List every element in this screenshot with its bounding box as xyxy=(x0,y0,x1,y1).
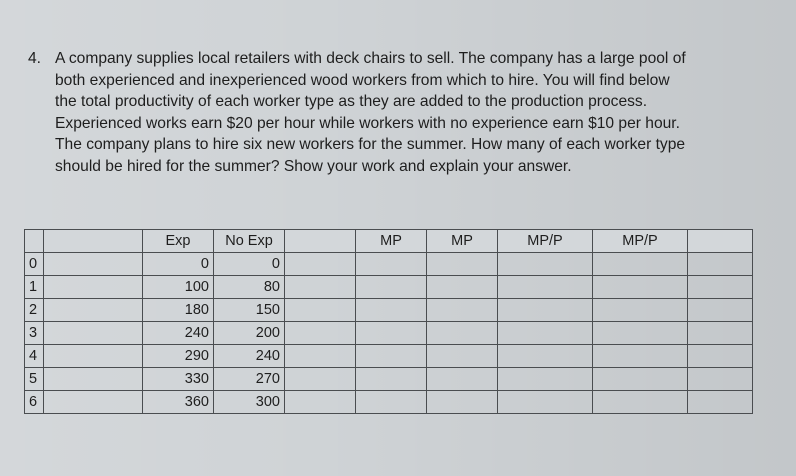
no-exp-output-cell: 80 xyxy=(214,276,285,299)
header-mp-per-price-exp: MP/P xyxy=(498,230,593,253)
mp-per-price-exp-cell xyxy=(498,276,593,299)
productivity-table xyxy=(24,229,753,414)
blank-cell xyxy=(285,345,356,368)
question-line: the total productivity of each worker type as they are added to the production process. xyxy=(55,93,648,111)
blank-cell xyxy=(44,391,143,414)
exp-output-cell: 0 xyxy=(143,253,214,276)
mp-per-price-no-exp-cell xyxy=(593,299,688,322)
header-cell xyxy=(25,230,44,253)
worker-count-cell: 2 xyxy=(25,299,44,322)
blank-cell xyxy=(688,368,753,391)
exp-output-cell: 180 xyxy=(143,299,214,322)
worker-count-cell: 4 xyxy=(25,345,44,368)
worker-count-cell: 5 xyxy=(25,368,44,391)
table-row xyxy=(25,322,753,345)
no-exp-output-cell: 240 xyxy=(214,345,285,368)
no-exp-output-cell: 0 xyxy=(214,253,285,276)
blank-cell xyxy=(44,322,143,345)
mp-per-price-no-exp-cell xyxy=(593,276,688,299)
no-exp-output-cell: 300 xyxy=(214,391,285,414)
worker-count-cell: 3 xyxy=(25,322,44,345)
mp-exp-cell xyxy=(356,299,427,322)
mp-no-exp-cell xyxy=(427,391,498,414)
blank-cell xyxy=(285,391,356,414)
blank-cell xyxy=(285,276,356,299)
header-no-exp: No Exp xyxy=(214,230,285,253)
mp-per-price-exp-cell xyxy=(498,253,593,276)
mp-per-price-no-exp-cell xyxy=(593,322,688,345)
blank-cell xyxy=(44,253,143,276)
mp-per-price-no-exp-cell xyxy=(593,253,688,276)
mp-per-price-no-exp-cell xyxy=(593,391,688,414)
question-line: A company supplies local retailers with deck chairs to sell. The company has a large pool of xyxy=(55,50,686,67)
exp-output-cell: 290 xyxy=(143,345,214,368)
blank-cell xyxy=(44,276,143,299)
exp-output-cell: 360 xyxy=(143,391,214,414)
question-number: 4. xyxy=(28,50,42,67)
table-row xyxy=(25,345,753,368)
table-header-row xyxy=(25,230,753,253)
exp-output-cell: 330 xyxy=(143,368,214,391)
header-mp-per-price-no-exp: MP/P xyxy=(593,230,688,253)
blank-cell xyxy=(688,391,753,414)
blank-cell xyxy=(285,253,356,276)
no-exp-output-cell: 270 xyxy=(214,368,285,391)
blank-cell xyxy=(44,345,143,368)
worker-count-cell: 1 xyxy=(25,276,44,299)
mp-per-price-exp-cell xyxy=(498,299,593,322)
mp-exp-cell xyxy=(356,253,427,276)
mp-no-exp-cell xyxy=(427,299,498,322)
mp-no-exp-cell xyxy=(427,322,498,345)
blank-cell xyxy=(688,299,753,322)
blank-cell xyxy=(688,345,753,368)
mp-per-price-exp-cell xyxy=(498,322,593,345)
mp-no-exp-cell xyxy=(427,253,498,276)
mp-no-exp-cell xyxy=(427,368,498,391)
question-line: should be hired for the summer? Show your work and explain your answer. xyxy=(55,157,572,175)
blank-cell xyxy=(44,368,143,391)
mp-exp-cell xyxy=(356,391,427,414)
header-cell xyxy=(285,230,356,253)
no-exp-output-cell: 200 xyxy=(214,322,285,345)
mp-exp-cell xyxy=(356,322,427,345)
question-line: both experienced and inexperienced wood workers from which to hire. You will find below xyxy=(55,71,670,89)
mp-per-price-exp-cell xyxy=(498,368,593,391)
blank-cell xyxy=(688,253,753,276)
header-cell xyxy=(688,230,753,253)
header-mp-no-exp: MP xyxy=(427,230,498,253)
blank-cell xyxy=(688,322,753,345)
mp-no-exp-cell xyxy=(427,345,498,368)
question-text xyxy=(55,48,778,178)
no-exp-output-cell: 150 xyxy=(214,299,285,322)
header-cell xyxy=(44,230,143,253)
question-block xyxy=(28,48,778,178)
mp-per-price-no-exp-cell xyxy=(593,345,688,368)
mp-no-exp-cell xyxy=(427,276,498,299)
blank-cell xyxy=(285,299,356,322)
blank-cell xyxy=(44,299,143,322)
mp-exp-cell xyxy=(356,345,427,368)
header-exp: Exp xyxy=(143,230,214,253)
question-line: Experienced works earn $20 per hour while workers with no experience earn $10 per hour. xyxy=(55,114,680,132)
blank-cell xyxy=(285,368,356,391)
table-row xyxy=(25,299,753,322)
mp-per-price-exp-cell xyxy=(498,391,593,414)
worker-count-cell: 0 xyxy=(25,253,44,276)
worker-count-cell: 6 xyxy=(25,391,44,414)
mp-exp-cell xyxy=(356,276,427,299)
header-mp-exp: MP xyxy=(356,230,427,253)
table-row xyxy=(25,276,753,299)
mp-exp-cell xyxy=(356,368,427,391)
mp-per-price-no-exp-cell xyxy=(593,368,688,391)
exp-output-cell: 240 xyxy=(143,322,214,345)
table-row xyxy=(25,253,753,276)
blank-cell xyxy=(285,322,356,345)
mp-per-price-exp-cell xyxy=(498,345,593,368)
exp-output-cell: 100 xyxy=(143,276,214,299)
table-row xyxy=(25,368,753,391)
table-row xyxy=(25,391,753,414)
blank-cell xyxy=(688,276,753,299)
question-line: The company plans to hire six new workers for the summer. How many of each worker type xyxy=(55,136,686,154)
